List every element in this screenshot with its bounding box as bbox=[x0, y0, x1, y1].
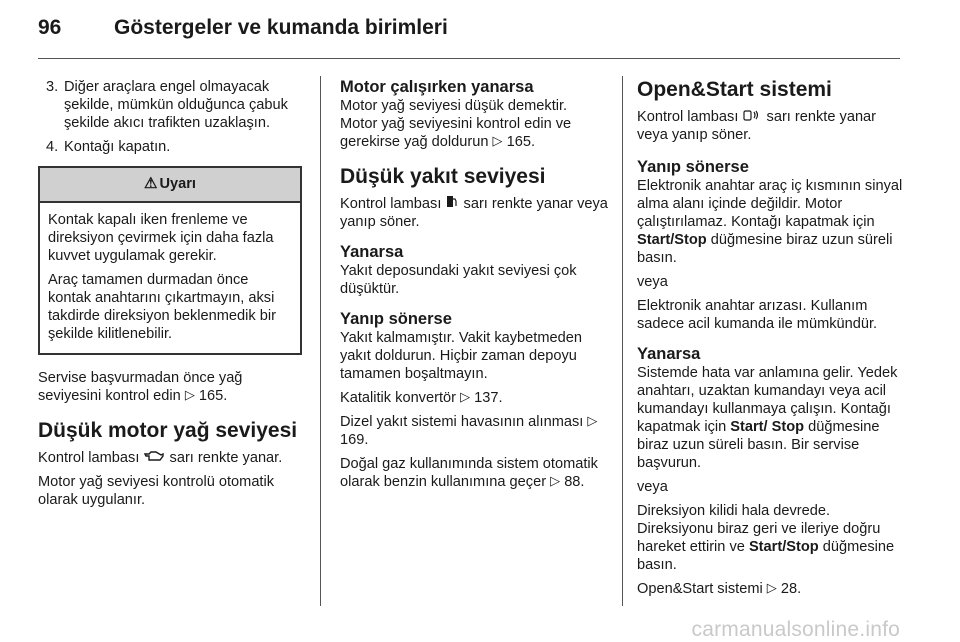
page-title: Göstergeler ve kumanda birimleri bbox=[114, 16, 448, 39]
warning-box bbox=[38, 166, 302, 355]
column-divider-1 bbox=[320, 76, 321, 606]
page-ref-link[interactable]: 165. bbox=[198, 388, 228, 404]
page-number: 96 bbox=[38, 16, 62, 39]
start-stop-label: Start/ Stop bbox=[730, 419, 805, 435]
column-divider-2 bbox=[622, 76, 623, 606]
warning-header bbox=[40, 168, 300, 203]
fuel-level-heading: Düşük yakıt seviyesi bbox=[340, 165, 546, 188]
steps-list bbox=[38, 78, 304, 156]
list-item: 3. Diğer araçlara engel olmayacak şekilde, mümkün olduğunca çabuk şekilde akıcı trafikten uzaklaşın. bbox=[46, 79, 288, 131]
header-rule bbox=[38, 58, 900, 59]
page-ref-icon: ▷ bbox=[587, 413, 598, 428]
page-ref-link[interactable]: 137. bbox=[474, 390, 503, 406]
page-ref-link[interactable]: 28. bbox=[780, 581, 802, 597]
start-stop-label: Start/Stop bbox=[748, 539, 819, 555]
warning-title: Uyarı bbox=[159, 176, 196, 192]
page-ref-link[interactable]: 169. bbox=[340, 432, 369, 448]
service-paragraph: Servise başvurmadan önce yağ seviyesini kontrol edin ▷ 165. bbox=[38, 370, 243, 404]
column-3: Open&Start sistemi Kontrol lambası sarı renkte yanar veya yanıp söner. Yanıp sönerse Elektronik anahtar araç iç kısmının sinyal alma alanı içinde değildir. Motor çalıştırılamaz. Kontağı kapatmak için Start/Stop düğmesine biraz uzun süreli basın. veya Elektronik anahtar arızası. Kullanım sadece acil kumanda ile mümkündür. Yanarsa Sistemde hata var anlamına gelir. Yedek anahtarı, uzaktan kumandayı veya acil kumandayı kullanmaya çalışın. Kontağı kapatmak için Start/ Stop düğmesine biraz uzun süreli basın. Bir servise başvurun. veya Direksiyon kilidi hala devrede. Direksiyonu biraz geri ve ileriye doğru hareket ettirin ve Start/Stop düğmesine basın. Open&Start sistemi ▷ 28. bbox=[637, 78, 905, 604]
start-stop-label: Start/Stop bbox=[637, 232, 707, 248]
flashing-heading: Yanıp sönerse bbox=[637, 158, 749, 176]
page-ref-icon: ▷ bbox=[184, 387, 195, 402]
lit-heading: Yanarsa bbox=[340, 243, 404, 261]
page-header bbox=[38, 16, 918, 48]
watermark: carmanualsonline.info bbox=[691, 618, 900, 641]
running-heading: Motor çalışırken yanarsa bbox=[340, 78, 534, 96]
open-start-heading: Open&Start sistemi bbox=[637, 78, 832, 101]
page-ref-icon: ▷ bbox=[460, 389, 471, 404]
oil-level-heading: Düşük motor yağ seviyesi bbox=[38, 419, 298, 442]
fuel-pump-icon bbox=[445, 195, 459, 213]
flashing-heading: Yanıp sönerse bbox=[340, 310, 452, 328]
page-ref-link[interactable]: 165. bbox=[506, 134, 535, 150]
lit-heading: Yanarsa bbox=[637, 345, 701, 363]
warning-body: Kontak kapalı iken frenleme ve direksiyon çevirmek için daha fazla kuvvet uygulamak gerekir. Araç tamamen durmadan önce kontak anahtarını çıkartmayın, aksi takdirde direksiyon beklenmedik bir şekilde kilitlenebilir. bbox=[48, 212, 276, 342]
page-ref-icon: ▷ bbox=[550, 473, 561, 488]
column-1: 3. Diğer araçlara engel olmayacak şekilde, mümkün olduğunca çabuk şekilde akıcı trafikten uzaklaşın. 4. Kontağı kapatın. ⚠ Uyarı Kontak kapalı iken frenleme ve direksiyon çevirmek için daha fazla kuvvet uygulamak gerekir. Araç tamamen durmadan önce kontak anahtarını çıkartmayın, aksi takdirde direksiyon beklenmedik bir şekilde kilitlenebilir. Servise başvurmadan önce yağ seviyesini kontrol edin ▷ 165. Düşük motor yağ seviyesi Kontrol lambası sarı renkte yanar. Motor yağ seviyesi kontrolü otomatik olarak uygulanır. bbox=[38, 78, 304, 515]
key-signal-icon bbox=[742, 108, 762, 126]
page-ref-link[interactable]: 88. bbox=[564, 474, 585, 490]
column-2: Motor çalışırken yanarsa Motor yağ seviyesi düşük demektir. Motor yağ seviyesini kontrol edin ve gerekirse yağ doldurun ▷ 165. Düşük yakıt seviyesi Kontrol lambası sarı renkte yanar veya yanıp söner. Yanarsa Yakıt deposundaki yakıt seviyesi çok düşüktür. Yanıp sönerse Yakıt kalmamıştır. Vakit kaybetmeden yakıt doldurun. Hiçbir zaman depoyu tamamen boşaltmayın. Katalitik konvertör ▷ 137. Dizel yakıt sistemi havasının alınması ▷ 169. Doğal gaz kullanımında sistem otomatik olarak benzin kullanımına geçer ▷ 88. bbox=[340, 78, 608, 490]
page-ref-icon: ▷ bbox=[766, 580, 777, 595]
oil-can-icon bbox=[143, 449, 165, 467]
page-ref-icon: ▷ bbox=[492, 133, 503, 148]
warning-icon: ⚠ bbox=[144, 175, 158, 192]
list-item: 4. Kontağı kapatın. bbox=[46, 139, 171, 155]
